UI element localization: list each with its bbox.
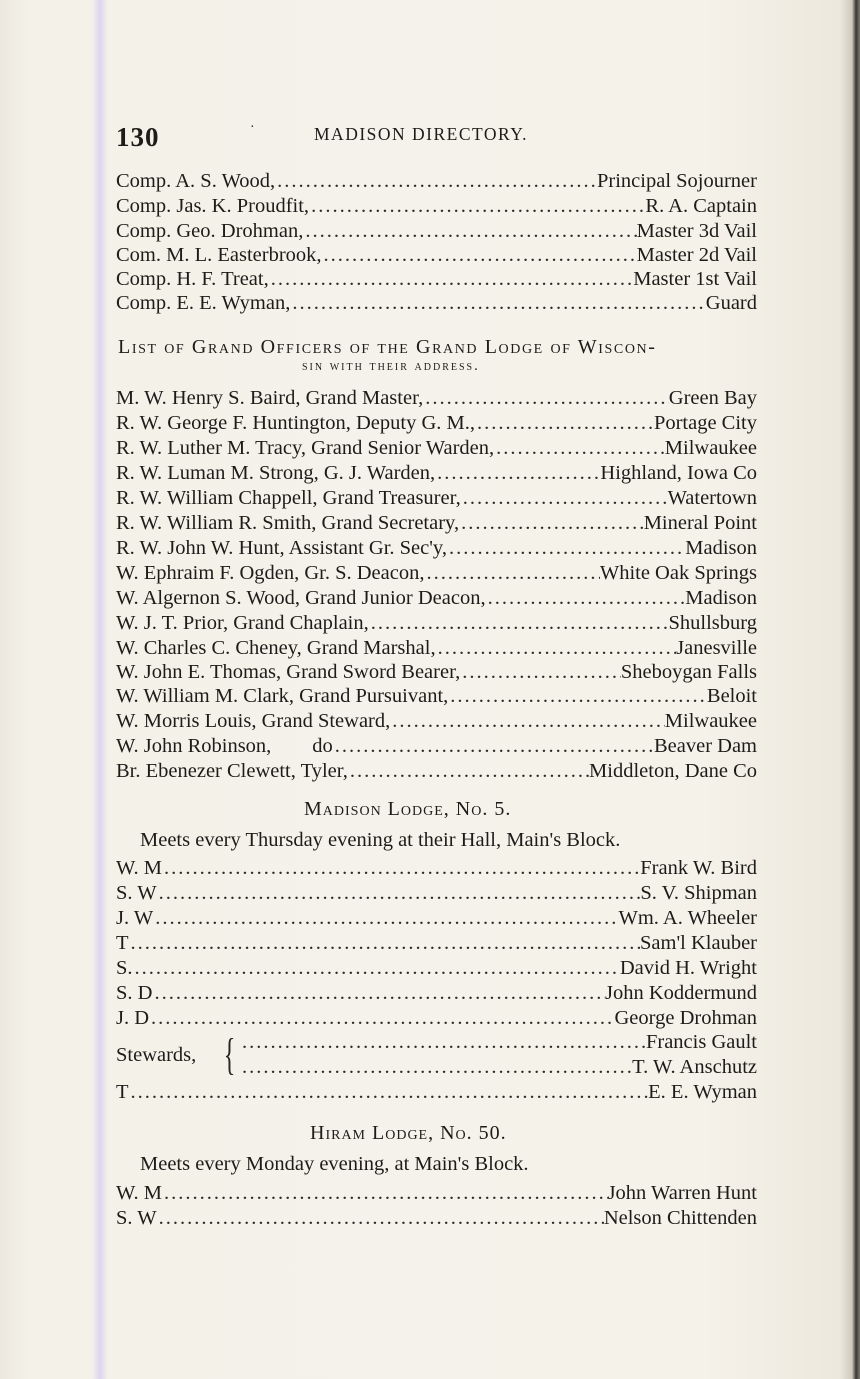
chapter-officer-row <box>116 244 757 270</box>
leader-dots <box>133 957 620 980</box>
officer-place: Watertown <box>667 487 757 509</box>
officer-name: R. W. Luther M. Tracy, Grand Senior Warden, <box>116 437 495 459</box>
lodge-officer-row <box>116 1207 757 1233</box>
office-abbrev: S. D <box>116 982 153 1004</box>
leader-dots <box>448 685 707 708</box>
page-edge-tint <box>92 0 108 1379</box>
steward-row <box>240 1056 757 1082</box>
leader-dots <box>447 537 685 560</box>
officer-place: Beloit <box>706 685 757 707</box>
officer-name: R. W. Luman M. Strong, G. J. Warden, <box>116 462 436 484</box>
leader-dots <box>240 1031 646 1054</box>
officer-title: Master 1st Vail <box>633 268 757 290</box>
grand-officer-row <box>116 562 757 588</box>
office-abbrev: S. W <box>116 882 157 904</box>
lodge-officer-row <box>116 882 757 908</box>
grand-lodge-heading: List of Grand Officers of the Grand Lodge of Wiscon- <box>118 336 657 358</box>
grand-officer-row <box>116 587 757 613</box>
grand-officer-row <box>116 735 757 761</box>
chapter-officer-row <box>116 292 757 318</box>
officer-name: M. W. Henry S. Baird, Grand Master, <box>116 387 424 409</box>
chapter-officer-row <box>116 170 757 196</box>
officer-place: Mineral Point <box>643 512 757 534</box>
officer-name: Comp. H. F. Treat, <box>116 268 269 290</box>
officer-name: W. John Robinson, do <box>116 735 333 757</box>
officer-name: S. V. Shipman <box>640 882 757 904</box>
officer-place: Milwaukee <box>664 437 757 459</box>
grand-officer-row <box>116 685 757 711</box>
leader-dots <box>475 412 654 435</box>
leader-dots <box>333 735 654 758</box>
officer-name: E. E. Wyman <box>648 1081 757 1103</box>
leader-dots <box>309 195 645 218</box>
lodge-officer-row <box>116 957 757 983</box>
leader-dots <box>369 612 669 635</box>
leader-dots <box>129 1081 649 1104</box>
officer-name: Comp. Jas. K. Proudfit, <box>116 195 310 217</box>
officer-place: Portage City <box>653 412 757 434</box>
office-abbrev: T <box>116 932 129 954</box>
officer-place: Madison <box>685 537 757 559</box>
officer-name: W. J. T. Prior, Grand Chaplain, <box>116 612 369 634</box>
hiram-lodge-title: Hiram Lodge, No. 50. <box>310 1122 507 1144</box>
grand-officer-row <box>116 512 757 538</box>
stewards-label: Stewards, <box>116 1044 197 1066</box>
lodge-officer-row <box>116 932 757 958</box>
hiram-lodge-meets: Meets every Monday evening, at Main's Block. <box>140 1153 529 1175</box>
leader-dots <box>461 487 668 510</box>
officer-place: Highland, Iowa Co <box>600 462 757 484</box>
grand-officer-row <box>116 437 757 463</box>
leader-dots <box>290 292 705 315</box>
leader-dots <box>435 462 600 485</box>
officer-name: Comp. A. S. Wood, <box>116 170 276 192</box>
officer-title: Master 2d Vail <box>636 244 757 266</box>
officer-name: R. W. William R. Smith, Grand Secretary, <box>116 512 460 534</box>
leader-dots <box>129 932 640 955</box>
grand-officer-row <box>116 487 757 513</box>
chapter-officer-row <box>116 268 757 294</box>
leader-dots <box>162 857 640 880</box>
office-abbrev: W. M <box>116 857 162 879</box>
leader-dots <box>149 1007 614 1030</box>
officer-name: Nelson Chittenden <box>603 1207 757 1229</box>
officer-name: Frank W. Bird <box>640 857 757 879</box>
officer-name: W. Morris Louis, Grand Steward, <box>116 710 391 732</box>
officer-place: Middleton, Dane Co <box>589 760 757 782</box>
leader-dots <box>322 244 637 267</box>
grand-officer-row <box>116 637 757 663</box>
stewards-brace: { <box>223 1030 236 1079</box>
officer-place: White Oak Springs <box>599 562 757 584</box>
grand-officer-row <box>116 462 757 488</box>
officer-title: R. A. Captain <box>645 195 757 217</box>
leader-dots <box>494 437 665 460</box>
lodge-officer-row <box>116 857 757 883</box>
grand-officer-row <box>116 412 757 438</box>
leader-dots <box>162 1182 608 1205</box>
officer-name: Comp. Geo. Drohman, <box>116 220 304 242</box>
leader-dots <box>152 982 605 1005</box>
officer-name: R. W. George F. Huntington, Deputy G. M., <box>116 412 476 434</box>
madison-lodge-title: Madison Lodge, No. 5. <box>304 798 512 820</box>
grand-officer-row <box>116 760 757 786</box>
officer-place: Beaver Dam <box>653 735 757 757</box>
page-number: 130 <box>116 122 160 152</box>
officer-name: W. Ephraim F. Ogden, Gr. S. Deacon, <box>116 562 425 584</box>
leader-dots <box>424 562 599 585</box>
leader-dots <box>459 512 644 535</box>
grand-officer-row <box>116 537 757 563</box>
leader-dots <box>157 882 641 905</box>
officer-name: Com. M. L. Easterbrook, <box>116 244 322 266</box>
leader-dots <box>460 661 621 684</box>
leader-dots <box>269 268 634 291</box>
officer-place: Madison <box>685 587 757 609</box>
officer-place: Shullsburg <box>668 612 757 634</box>
leader-dots <box>157 1207 604 1230</box>
officer-name: John Warren Hunt <box>607 1182 757 1204</box>
officer-name: R. W. William Chappell, Grand Treasurer, <box>116 487 461 509</box>
lodge-officer-row <box>116 1182 757 1208</box>
grand-officer-row <box>116 661 757 687</box>
officer-name: George Drohman <box>614 1007 757 1029</box>
officer-title: Guard <box>705 292 757 314</box>
office-abbrev: S. <box>116 957 133 979</box>
page-header <box>116 118 756 154</box>
steward-row <box>240 1031 757 1057</box>
officer-name: R. W. John W. Hunt, Assistant Gr. Sec'y, <box>116 537 447 559</box>
running-title: MADISON DIRECTORY. <box>314 124 529 144</box>
officer-place: Sheboygan Falls <box>620 661 757 683</box>
leader-dots <box>423 387 669 410</box>
officer-title: Master 3d Vail <box>636 220 757 242</box>
lodge-officer-row <box>116 1081 757 1107</box>
officer-name: W. Charles C. Cheney, Grand Marshal, <box>116 637 436 659</box>
leader-dots <box>275 170 597 193</box>
lodge-officer-row <box>116 982 757 1008</box>
lodge-officer-row <box>116 1007 757 1033</box>
officer-name: W. William M. Clark, Grand Pursuivant, <box>116 685 449 707</box>
grand-lodge-heading-cont: sin with their address. <box>302 358 480 374</box>
officer-title: Principal Sojourner <box>597 170 757 192</box>
chapter-officer-row <box>116 220 757 246</box>
officer-name: David H. Wright <box>619 957 757 979</box>
leader-dots <box>436 637 677 660</box>
officer-name: W. Algernon S. Wood, Grand Junior Deacon, <box>116 587 486 609</box>
office-abbrev: T <box>116 1081 129 1103</box>
grand-officer-row <box>116 612 757 638</box>
leader-dots <box>390 710 665 733</box>
steward-name: Francis Gault <box>645 1031 757 1053</box>
officer-name: Sam'l Klauber <box>640 932 757 954</box>
steward-name: T. W. Anschutz <box>632 1056 757 1078</box>
leader-dots <box>153 907 618 930</box>
office-abbrev: W. M <box>116 1182 162 1204</box>
officer-name: Br. Ebenezer Clewett, Tyler, <box>116 760 348 782</box>
officer-place: Milwaukee <box>664 710 757 732</box>
grand-officer-row <box>116 710 757 736</box>
grand-officer-row <box>116 387 757 413</box>
officer-place: Janesville <box>676 637 757 659</box>
leader-dots <box>303 220 636 243</box>
office-abbrev: S. W <box>116 1207 157 1229</box>
madison-lodge-meets: Meets every Thursday evening at their Hall, Main's Block. <box>140 829 621 851</box>
lodge-officer-row <box>116 907 757 933</box>
officer-name: Wm. A. Wheeler <box>618 907 757 929</box>
leader-dots <box>240 1056 632 1079</box>
office-abbrev: J. W <box>116 907 154 929</box>
officer-name: John Koddermund <box>604 982 757 1004</box>
office-abbrev: J. D <box>116 1007 150 1029</box>
chapter-officer-row <box>116 195 757 221</box>
officer-name: Comp. E. E. Wyman, <box>116 292 291 314</box>
leader-dots <box>348 760 589 783</box>
header-ornament: · <box>250 120 255 135</box>
leader-dots <box>486 587 686 610</box>
officer-place: Green Bay <box>668 387 757 409</box>
officer-name: W. John E. Thomas, Grand Sword Bearer, <box>116 661 461 683</box>
